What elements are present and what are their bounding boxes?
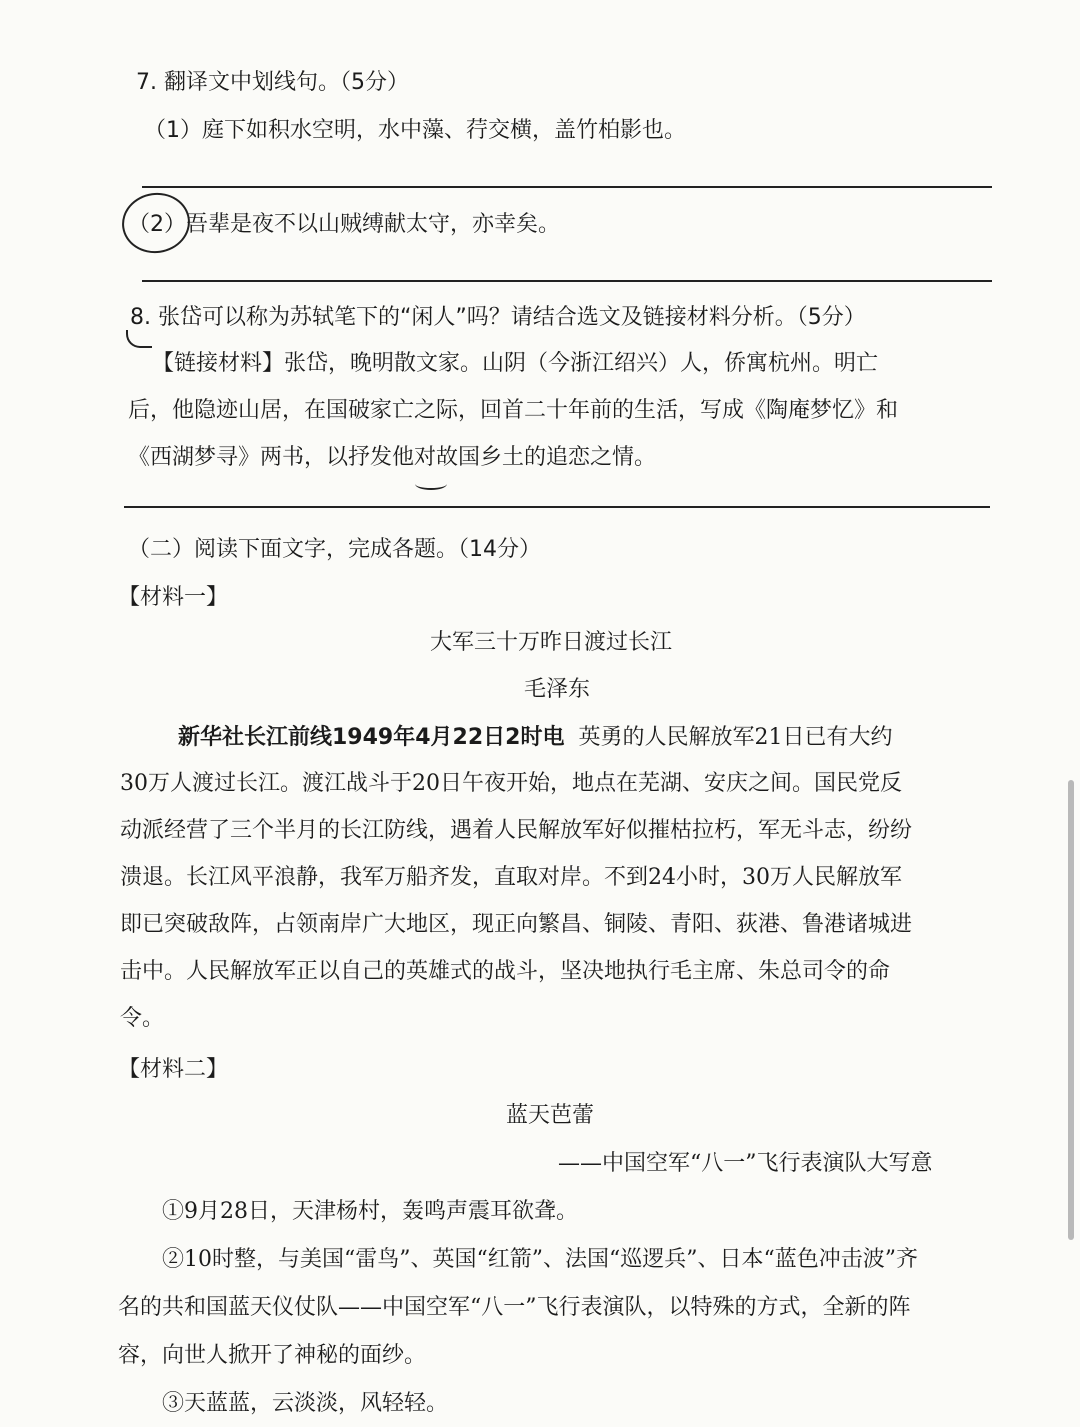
q8-link-line1: 【链接材料】张岱，晚明散文家。山阴（今浙江绍兴）人，侨寓杭州。明亡 bbox=[152, 351, 879, 376]
article1-line: 击中。人民解放军正以自己的英雄式的战斗，坚决地执行毛主席、朱总司令的命 bbox=[120, 959, 891, 984]
answer-line bbox=[142, 186, 992, 188]
article2-para1: ①9月28日，天津杨村，轰鸣声震耳欲聋。 bbox=[162, 1199, 578, 1224]
handwritten-underline-mark bbox=[415, 478, 447, 490]
article2-title: 蓝天芭蕾 bbox=[506, 1103, 595, 1128]
article2-para2-line3: 容，向世人掀开了神秘的面纱。 bbox=[118, 1343, 427, 1368]
answer-line bbox=[124, 506, 990, 508]
article1-line: 英勇的人民解放军21日已有大约 bbox=[578, 725, 893, 750]
q7-title: 7. 翻译文中划线句。（5分） bbox=[136, 70, 409, 95]
q8-link-line3: 《西湖梦寻》两书，以抒发他对故国乡土的追恋之情。 bbox=[128, 445, 657, 470]
q8-link-line2: 后，他隐迹山居，在国破家亡之际，回首二十年前的生活，写成《陶庵梦忆》和 bbox=[128, 398, 899, 423]
article2-subtitle: ——中国空军“八一”飞行表演队大写意 bbox=[558, 1151, 933, 1176]
scrollbar[interactable] bbox=[1068, 780, 1074, 1240]
article2-para2-line1: ②10时整，与美国“雷鸟”、英国“红箭”、法国“巡逻兵”、日本“蓝色冲击波”齐 bbox=[162, 1247, 918, 1272]
section2-title: （二）阅读下面文字，完成各题。（14分） bbox=[128, 537, 541, 562]
article1-line: 即已突破敌阵，占领南岸广大地区，现正向繁昌、铜陵、青阳、荻港、鲁港诸城进 bbox=[120, 912, 913, 937]
article1-line: 30万人渡过长江。渡江战斗于20日午夜开始，地点在芜湖、安庆之间。国民党反 bbox=[120, 771, 902, 796]
article1-dateline: 新华社长江前线1949年4月22日2时电 bbox=[178, 725, 565, 750]
article1-line: 溃退。长江风平浪静，我军万船齐发，直取对岸。不到24小时，30万人民解放军 bbox=[120, 865, 902, 890]
answer-line bbox=[142, 280, 992, 282]
q7-item2: （2）吾辈是夜不以山贼缚献太守，亦幸矣。 bbox=[128, 212, 560, 237]
article1-line: 令。 bbox=[120, 1006, 165, 1031]
material1-label: 【材料一】 bbox=[118, 585, 229, 610]
article1-author: 毛泽东 bbox=[524, 677, 591, 702]
q7-item1: （1）庭下如积水空明，水中藻、荇交横，盖竹柏影也。 bbox=[144, 118, 686, 143]
article1-first-line bbox=[178, 722, 892, 753]
article1-line: 动派经营了三个半月的长江防线，遇着人民解放军好似摧枯拉朽，军无斗志，纷纷 bbox=[120, 818, 913, 843]
article2-para3: ③天蓝蓝，云淡淡，风轻轻。 bbox=[162, 1391, 449, 1416]
material2-label: 【材料二】 bbox=[118, 1057, 229, 1082]
article1-title: 大军三十万昨日渡过长江 bbox=[430, 630, 673, 655]
q8-title: 8. 张岱可以称为苏轼笔下的“闲人”吗？请结合选文及链接材料分析。（5分） bbox=[130, 305, 866, 330]
article2-para2-line2: 名的共和国蓝天仪仗队——中国空军“八一”飞行表演队，以特殊的方式，全新的阵 bbox=[118, 1295, 911, 1320]
